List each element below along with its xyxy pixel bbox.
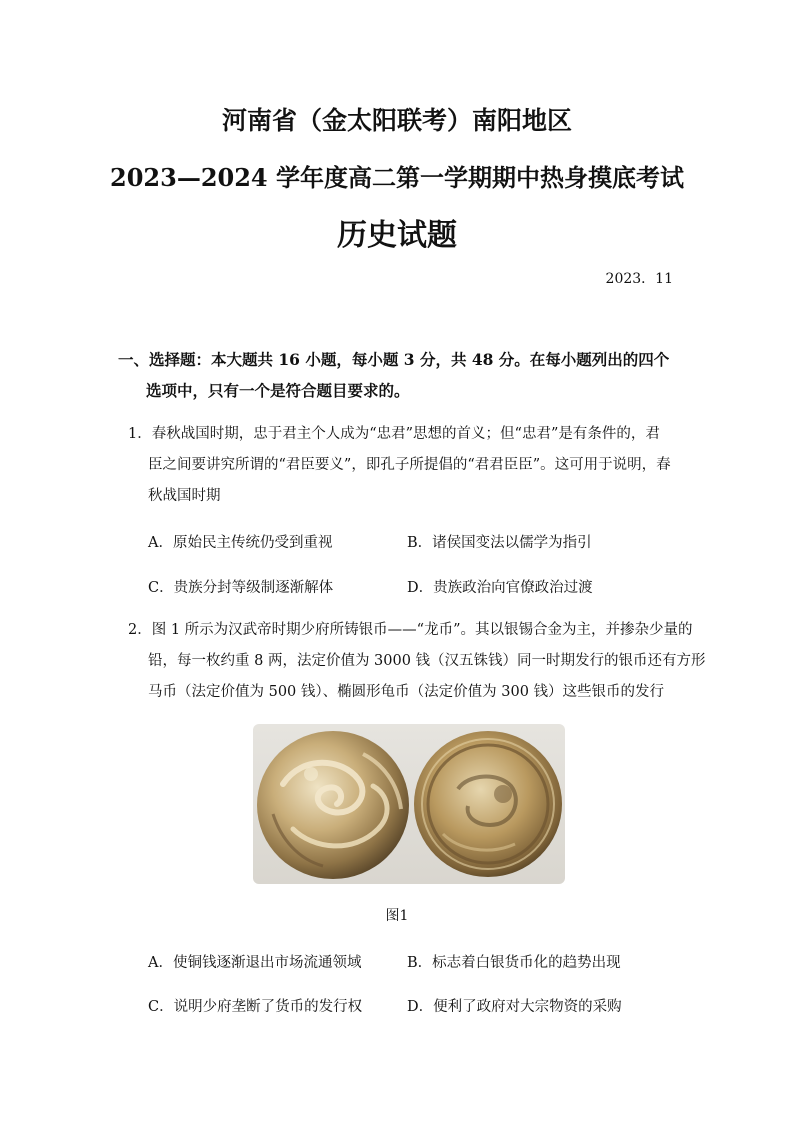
question-2-option-b[interactable]: B．标志着白银货币化的趋势出现	[407, 955, 621, 971]
question-1-line-2: 臣之间要讲究所谓的“君臣要义”，即孔子所提倡的“君君臣臣”。这可用于说明，春	[148, 457, 671, 473]
question-2-option-a[interactable]: A．使铜钱逐渐退出市场流通领域	[148, 955, 362, 971]
question-1-option-c[interactable]: C．贵族分封等级制逐渐解体	[148, 580, 334, 596]
question-1	[128, 419, 688, 512]
section-instructions	[118, 344, 678, 406]
coin-front-icon	[257, 731, 409, 879]
question-2-line-2: 铅，每一枚约重 8 两，法定价值为 3000 钱（汉五铢钱）同一时期发行的银币还有方形	[148, 653, 706, 669]
section-line-1: 一、选择题：本大题共 16 小题，每小题 3 分，共 48 分。在每小题列出的四个	[118, 350, 670, 369]
question-2-option-c[interactable]: C．说明少府垄断了货币的发行权	[148, 999, 363, 1015]
figure-silver-dragon-coins	[253, 724, 565, 884]
question-1-line-3: 秋战国时期	[148, 488, 221, 504]
question-1-option-b[interactable]: B．诸侯国变法以儒学为指引	[407, 535, 592, 551]
exam-date: 2023．11	[605, 271, 673, 287]
question-2-option-d[interactable]: D．便利了政府对大宗物资的采购	[407, 999, 622, 1015]
question-2	[128, 615, 706, 708]
coin-back-icon	[414, 731, 562, 877]
coins-illustration	[253, 724, 565, 884]
question-1-option-a[interactable]: A．原始民主传统仍受到重视	[148, 535, 333, 551]
question-1-line-1: 1．春秋战国时期，忠于君主个人成为“忠君”思想的首义；但“忠君”是有条件的，君	[128, 426, 660, 442]
section-line-2: 选项中，只有一个是符合题目要求的。	[146, 381, 410, 400]
question-2-line-3: 马币（法定价值为 500 钱）、椭圆形龟币（法定价值为 300 钱）这些银币的发行	[148, 684, 665, 700]
title-region: 河南省（金太阳联考）南阳地区	[221, 106, 572, 135]
question-2-line-1: 2．图 1 所示为汉武帝时期少府所铸银币——“龙币”。其以银锡合金为主，并掺杂少量的	[128, 622, 693, 638]
title-exam-name: 2023—2024 学年度高二第一学期期中热身摸底考试	[110, 163, 684, 192]
title-subject: 历史试题	[337, 218, 457, 253]
figure-caption: 图1	[385, 908, 409, 924]
question-1-option-d[interactable]: D．贵族政治向官僚政治过渡	[407, 580, 593, 596]
